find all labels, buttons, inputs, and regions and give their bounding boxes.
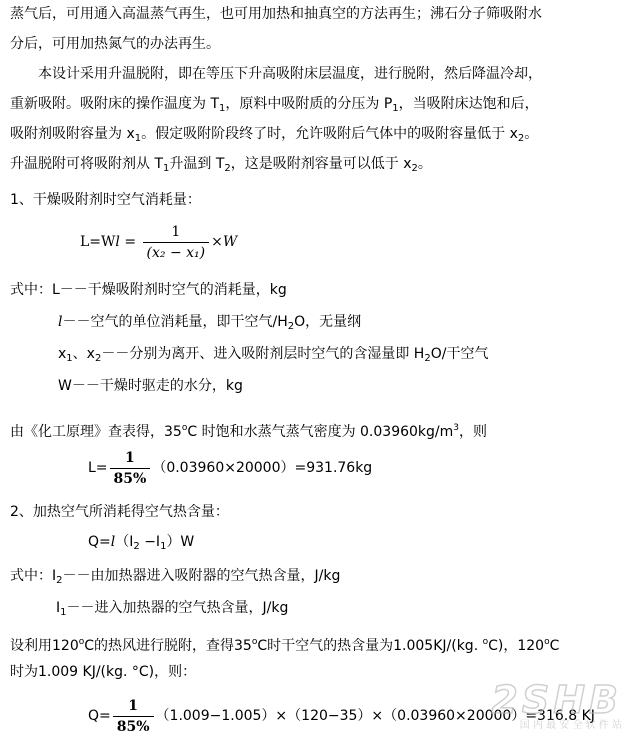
- calc1-fraction: $\frac{1}{85\%}$: [110, 449, 151, 488]
- section1-heading: 1、干燥吸附剂时空气消耗量：: [10, 192, 201, 208]
- formula-air-consumption: L=Wl = $\frac{1}{\text{(x₂ − x₁)}}$ ×W: [80, 223, 238, 261]
- formula-fraction: $\frac{1}{\text{(x₂ − x₁)}}$: [143, 223, 210, 262]
- watermark-logo: 2SHB: [491, 678, 622, 722]
- para1-line2: 分后，可用加热氮气的办法再生。: [10, 36, 220, 52]
- where2-line1: 式中：$I_2--$由加热器进入吸附器的空气热含量，J/kg: [10, 568, 341, 586]
- where2-line2: $I_1--$进入加热器的空气热含量，J/kg: [56, 600, 289, 618]
- calc1-intro: 由《化工原理》查表得，35$^o$C 时饱和水蒸气蒸气密度为 $0.03960kg/m^3$，则: [10, 423, 487, 440]
- where-line3: $x_1$、$x_2--$分别为离开、进入吸附剂层时空气的含湿量即 $H_2O/$干空气: [58, 346, 489, 364]
- para2-line4: 升温脱附可将吸附剂从 $T_1$升温到 $T_2$，这是吸附剂容量可以低于 $x_2$。: [10, 156, 432, 174]
- para2-line2: 重新吸附。吸附床的操作温度为 $T_1$，原料中吸附质的分压为 $P_1$，当吸附床达饱和后，: [10, 96, 539, 114]
- calc2-fraction: $\frac{1}{85\%}$: [113, 697, 154, 736]
- calc2-intro-line2: 时为1.009 KJ/(kg. °C)，则：: [10, 664, 197, 680]
- formula-heat: $Q=l(I_2 -I_1)W$: [88, 534, 195, 552]
- where-line4: W－－干燥时驱走的水分，kg: [58, 378, 243, 394]
- site-watermark: [491, 680, 622, 732]
- para1-line1: 蒸气后，可用通入高温蒸气再生，也可用加热和抽真空的方法再生；沸石分子筛吸附水: [10, 6, 542, 22]
- where-line1: 式中：L－－干燥吸附剂时空气的消耗量，kg: [10, 282, 287, 298]
- para2-line1: 本设计采用升温脱附，即在等压下升高吸附床层温度，进行脱附，然后降温冷却，: [38, 66, 542, 82]
- watermark-tagline: 国 内 最 安 全 软 件 站: [519, 720, 622, 731]
- section2-heading: 2、加热空气所消耗得空气热含量：: [10, 504, 229, 520]
- calc2-intro-line1: 设利用120$^o$C的热风进行脱附，查得35$^o$C时干空气的热含量为1.005KJ/(kg. $^o$C)，120$^o$C: [10, 637, 560, 654]
- calc1-formula: L= $\frac{1}{85\%}$ （0.03960×20000）=931.76kg: [88, 449, 373, 487]
- where-line2: l－－空气的单位消耗量，即干空气$/H_2O$，无量纲: [58, 314, 362, 332]
- calc2-formula: Q= $\frac{1}{85\%}$ （1.009−1.005）×（120−35）×（0.03960×20000）=316.8 KJ: [88, 697, 595, 735]
- para2-line3: 吸附剂吸附容量为 $x_1$。假定吸附阶段终了时，允许吸附后气体中的吸附容量低于 $x_2$。: [10, 126, 539, 144]
